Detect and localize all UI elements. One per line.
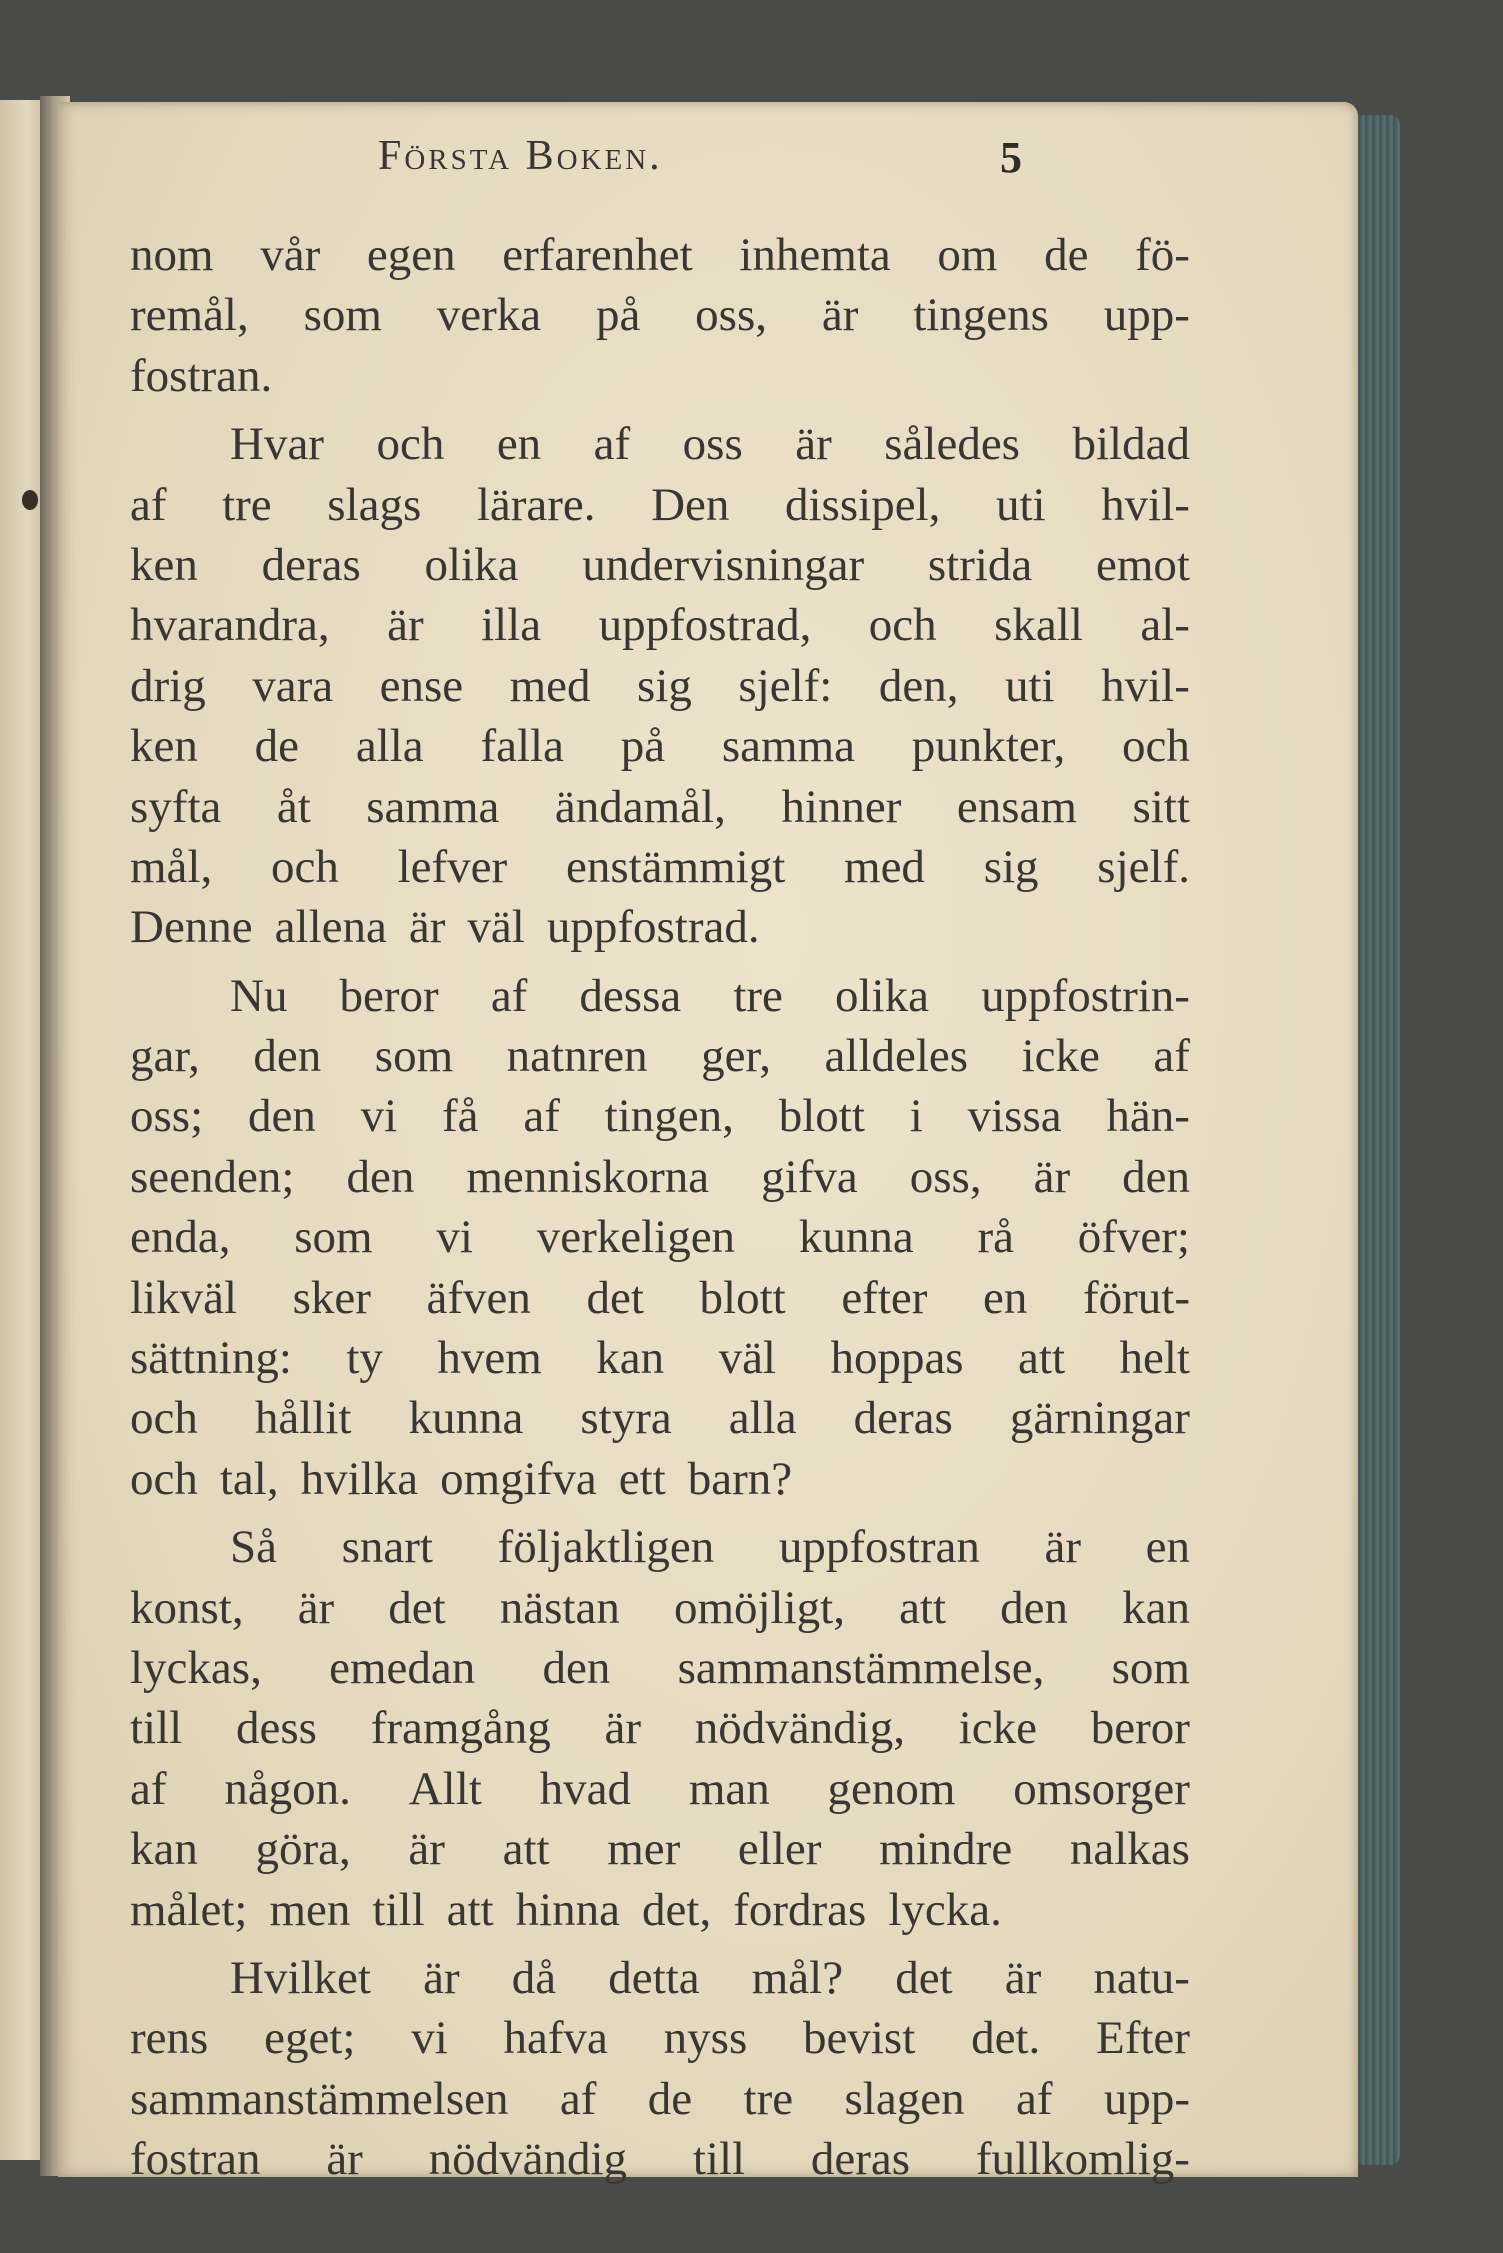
book-edge — [1352, 115, 1400, 2165]
text-line: och tal, hvilka omgifva ett barn? — [130, 1452, 793, 1505]
text-line: kan göra, är att mer eller mindre nalkas — [130, 1823, 1190, 1876]
text-line: Hvar och en af oss är således bildad — [230, 418, 1190, 471]
text-line: enda, som vi verkeligen kunna rå öfver; — [130, 1211, 1190, 1264]
paragraph — [130, 225, 1190, 406]
paragraph-gap — [130, 406, 1190, 414]
text-line: Så snart följaktligen uppfostran är en — [230, 1521, 1190, 1574]
text-line: oss; den vi få af tingen, blott i vissa hän- — [130, 1090, 1190, 1143]
text-line: sättning: ty hvem kan väl hoppas att helt — [130, 1332, 1190, 1385]
paragraph — [130, 1948, 1190, 2190]
text-line: rens eget; vi hafva nyss bevist det. Efter — [130, 2012, 1190, 2065]
text-line: hvarandra, är illa uppfostrad, och skall al- — [130, 599, 1190, 652]
text-line: Nu beror af dessa tre olika uppfostrin- — [230, 969, 1190, 1022]
text-line: och hållit kunna styra alla deras gärningar — [130, 1392, 1190, 1445]
text-line: gar, den som natnren ger, alldeles icke af — [130, 1030, 1190, 1083]
text-line: fostran är nödvändig till deras fullkomlig- — [130, 2133, 1190, 2186]
text-line: Hvilket är då detta mål? det är natu- — [230, 1951, 1190, 2004]
text-line: ken de alla falla på samma punkter, och — [130, 720, 1190, 773]
text-line: af tre slags lärare. Den dissipel, uti hvil- — [130, 478, 1190, 531]
paragraph-gap — [130, 1940, 1190, 1948]
page-number: 5 — [1000, 133, 1022, 182]
text-line: nom vår egen erfarenhet inhemta om de fö- — [130, 229, 1190, 281]
text-line: syfta åt samma ändamål, hinner ensam sitt — [130, 780, 1190, 833]
text-line: konst, är det nästan omöjligt, att den kan — [130, 1581, 1190, 1634]
text-line: drig vara ense med sig sjelf: den, uti hvil- — [130, 659, 1190, 712]
text-line: remål, som verka på oss, är tingens upp- — [130, 289, 1190, 342]
paragraph — [130, 1517, 1190, 1940]
text-line: sammanstämmelsen af de tre slagen af upp- — [130, 2072, 1190, 2125]
running-head: Första Boken. — [378, 133, 663, 179]
paragraph — [130, 414, 1190, 958]
page-body-text — [130, 225, 1190, 2190]
paragraph — [130, 966, 1190, 1510]
page-hole — [22, 490, 38, 510]
text-line: ken deras olika undervisningar strida emot — [130, 538, 1190, 591]
text-line: lyckas, emedan den sammanstämmelse, som — [130, 1641, 1190, 1694]
text-line: mål, och lefver enstämmigt med sig sjelf. — [130, 840, 1190, 893]
text-line: Denne allena är väl uppfostrad. — [130, 901, 760, 954]
text-line: till dess framgång är nödvändig, icke beror — [130, 1702, 1190, 1755]
text-line: likväl sker äfven det blott efter en förut- — [130, 1271, 1190, 1324]
text-line: målet; men till att hinna det, fordras lycka. — [130, 1883, 1002, 1936]
text-line: af någon. Allt hvad man genom omsorger — [130, 1762, 1190, 1815]
text-line: fostran. — [130, 349, 273, 402]
text-line: seenden; den menniskorna gifva oss, är den — [130, 1150, 1190, 1203]
paragraph-gap — [130, 958, 1190, 966]
paragraph-gap — [130, 1509, 1190, 1517]
